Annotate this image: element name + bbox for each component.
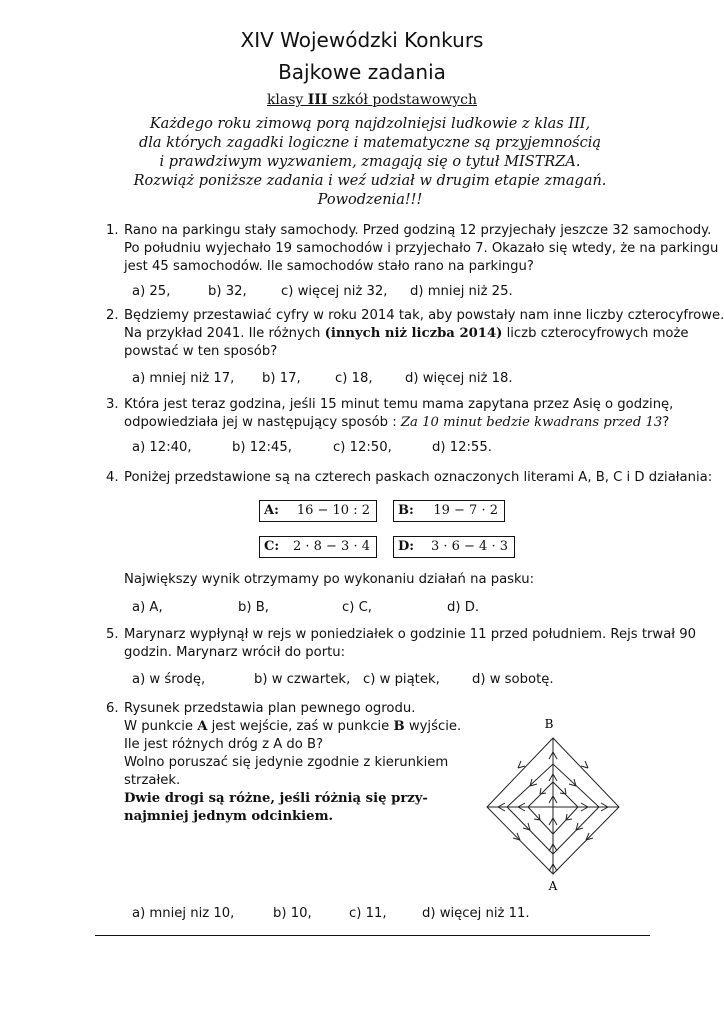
box-label: D:: [398, 539, 415, 554]
answer-b: b) 12:45,: [232, 440, 292, 455]
intro-line: i prawdziwym wyzwaniem, zmagają się o tytuł MISTRZA.: [159, 154, 581, 170]
grade-post: szkół podstawowych: [327, 92, 478, 108]
question-line: Marynarz wypłynął w rejs w poniedziałek o godzinie 11 przed południem. Rejs trwał 90: [124, 627, 697, 642]
answer-b: b) 17,: [262, 371, 301, 386]
answer-c: c) więcej niż 32,: [281, 284, 388, 299]
question-line: Będziemy przestawiać cyfry w roku 2014 tak, aby powstały nam inne liczby czterocyfrowe.: [124, 308, 724, 323]
question-number: 6.: [106, 701, 119, 716]
intro-paragraph: [0, 115, 724, 210]
question-line: godzin. Marynarz wrócił do portu:: [124, 645, 346, 660]
answer-d: d) D.: [447, 600, 480, 615]
question-text: [124, 469, 713, 487]
expression-box-b: [393, 500, 505, 522]
box-label: A:: [264, 503, 279, 518]
question-line: powstać w ten sposób?: [124, 344, 278, 359]
question-line: [124, 414, 670, 432]
answer-c: c) 11,: [349, 906, 387, 921]
expression-box-a: [259, 500, 377, 522]
answer-a: a) mniej niż 17,: [132, 371, 235, 386]
answer-d: d) więcej niż 18.: [405, 371, 513, 386]
intro-line: Powodzenia!!!: [317, 192, 423, 208]
intro-line: Każdego roku zimową porą najdzolniejsi ludkowie z klas III,: [149, 116, 591, 132]
text: Na przykład 2041. Ile różnych: [124, 326, 325, 341]
question-number: 1.: [106, 223, 119, 238]
question-line: Poniżej przedstawione są na czterech paskach oznaczonych literami A, B, C i D działania:: [124, 470, 713, 485]
grade-pre: klasy: [266, 92, 308, 108]
grade-bold: III: [307, 92, 328, 108]
box-expression: 2 · 8 − 3 · 4: [292, 539, 370, 554]
text: jest wejście, zaś w punkcie: [207, 719, 394, 734]
text: ?: [662, 415, 670, 430]
question-text: [124, 396, 674, 432]
question-text: [124, 307, 724, 361]
point-label: A: [197, 719, 208, 734]
question-line: Największy wynik otrzymamy po wykonaniu działań na pasku:: [124, 572, 535, 587]
answer-b: b) 32,: [208, 284, 247, 299]
question-line: Która jest teraz godzina, jeśli 15 minut temu mama zapytana przez Asię o godzinę,: [124, 397, 674, 412]
box-expression: 3 · 6 − 4 · 3: [430, 539, 508, 554]
emphasis: (innych niż liczba 2014): [324, 326, 503, 341]
question-text: [124, 700, 462, 826]
question-line: Rysunek przedstawia plan pewnego ogrodu.: [124, 701, 416, 716]
question-line-bold: najmniej jednym odcinkiem.: [124, 809, 334, 824]
answer-d: d) mniej niż 25.: [410, 284, 513, 299]
question-line: [124, 325, 689, 343]
question-line: Wolno poruszać się jedynie zgodnie z kierunkiem: [124, 755, 449, 770]
garden-diagram: [478, 712, 628, 894]
box-label: C:: [264, 539, 280, 554]
answer-a: a) mniej niz 10,: [132, 906, 235, 921]
intro-line: dla których zagadki logiczne i matematyczne są przyjemnością: [138, 135, 602, 151]
answer-d: d) więcej niż 11.: [422, 906, 530, 921]
question-number: 3.: [106, 397, 119, 412]
question-line: strzałek.: [124, 773, 181, 788]
bottom-rule: [95, 935, 650, 936]
point-b-label: B: [544, 717, 554, 731]
expression-box-c: [259, 536, 377, 558]
contest-subtitle: Bajkowe zadania: [278, 60, 446, 84]
expression-box-d: [393, 536, 515, 558]
text: W punkcie: [124, 719, 198, 734]
answer-a: a) A,: [132, 600, 163, 615]
intro-line: Rozwiąż poniższe zadania i weź udział w drugim etapie zmagań.: [133, 173, 607, 189]
text: liczb czterocyfrowych może: [502, 326, 689, 341]
answer-a: a) 12:40,: [132, 440, 192, 455]
quoted-answer: Za 10 minut bedzie kwadrans przed 13: [400, 415, 663, 430]
question-line: Po południu wyjechało 19 samochodów i przyjechało 7. Okazało się wtedy, że na parkingu: [124, 241, 719, 256]
question-line: jest 45 samochodów. Ile samochodów stało rano na parkingu?: [124, 259, 534, 274]
question-line: [124, 718, 462, 736]
grade-line: [0, 92, 724, 108]
answer-b: b) B,: [238, 600, 269, 615]
question-text: [124, 626, 697, 662]
answer-c: c) 12:50,: [333, 440, 392, 455]
question-line: Ile jest różnych dróg z A do B?: [124, 737, 324, 752]
answer-a: a) 25,: [132, 284, 171, 299]
text: odpowiedziała jej w następujący sposób :: [124, 415, 401, 430]
box-expression: 19 − 7 · 2: [433, 503, 498, 518]
answer-b: b) 10,: [273, 906, 312, 921]
answer-c: c) 18,: [335, 371, 373, 386]
answer-a: a) w środę,: [132, 672, 206, 687]
answer-b: b) w czwartek,: [254, 672, 351, 687]
contest-title: XIV Wojewódzki Konkurs: [240, 28, 484, 52]
question-number: 2.: [106, 308, 119, 323]
text: wyjście.: [404, 719, 462, 734]
point-label: B: [393, 719, 405, 734]
question-number: 5.: [106, 627, 119, 642]
answer-c: c) w piątek,: [363, 672, 440, 687]
point-a-label: A: [548, 879, 558, 893]
question-line: Rano na parkingu stały samochody. Przed godziną 12 przyjechały jeszcze 32 samochody.: [124, 223, 712, 238]
question-text: [124, 222, 719, 276]
question-line-bold: Dwie drogi są różne, jeśli różnią się przy-: [124, 791, 428, 806]
answer-d: d) w sobotę.: [472, 672, 554, 687]
answer-c: c) C,: [342, 600, 372, 615]
box-expression: 16 − 10 : 2: [296, 503, 370, 518]
question-number: 4.: [106, 470, 119, 485]
answer-d: d) 12:55.: [432, 440, 492, 455]
box-label: B:: [398, 503, 414, 518]
